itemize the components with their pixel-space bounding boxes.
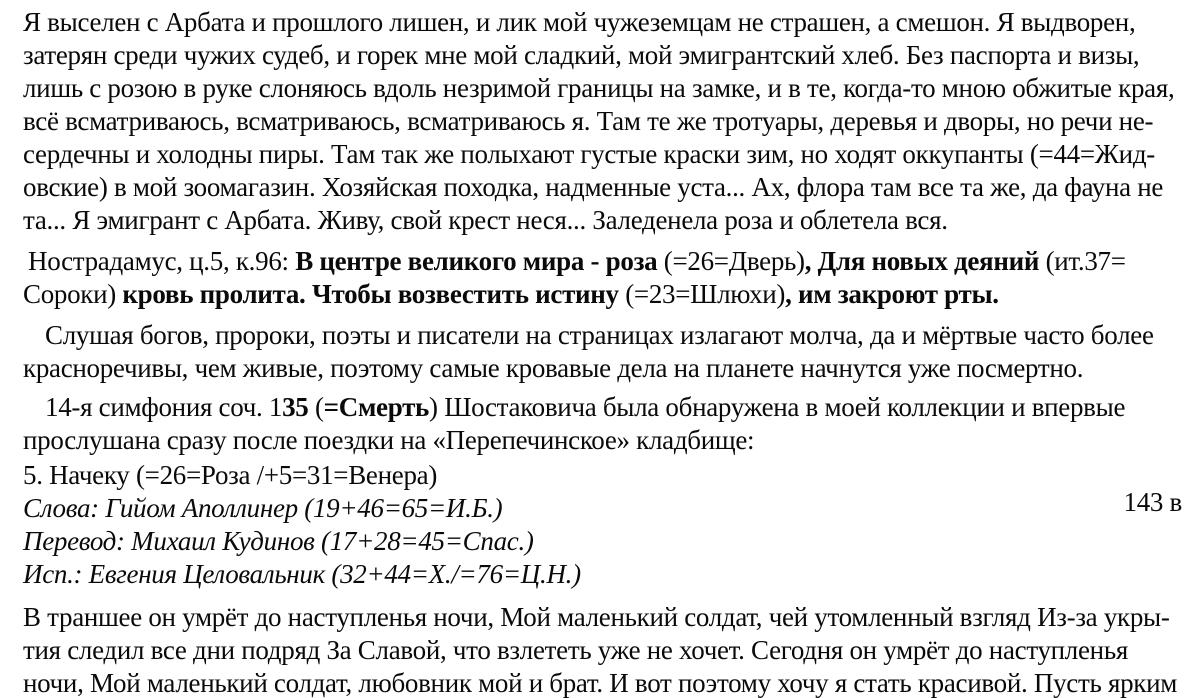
text-line <box>23 105 1180 138</box>
text-line <box>23 319 1180 352</box>
text-line <box>23 204 1180 237</box>
text-segment: ( <box>308 392 324 422</box>
text-line <box>23 391 1180 424</box>
text-segment: ) Шостаковича была обнаружена в моей коллекции и впервые <box>429 392 1126 422</box>
text-segment: та... Я эмигрант с Арбата. Живу, свой крест неся... Заледенела роза и облетела вся. <box>23 205 948 235</box>
text-line <box>23 667 1180 698</box>
text-segment: Перевод: Михаил Кудинов (17+28=45=Спас.) <box>23 526 534 556</box>
text-line <box>23 459 1180 492</box>
text-segment: (ит.37= <box>1045 246 1126 276</box>
text-segment: затерян среди чужих судеб, и горек мне мой сладкий, мой эмигрантский хлеб. Без паспорта и визы, <box>23 40 1140 70</box>
text-segment: =Смерть <box>323 392 430 422</box>
text-segment: В центре великого мира - роза <box>295 246 664 276</box>
text-line <box>23 39 1180 72</box>
text-segment: Нострадамус, ц.5, к.96: <box>28 246 296 276</box>
text-line <box>23 492 1180 525</box>
track-title <box>23 459 1180 492</box>
text-segment: Сороки) <box>23 279 123 309</box>
text-content <box>23 6 1180 698</box>
text-segment: ночи, Мой маленький солдат, любовник мой и брат. И вот поэтому хочу я стать красивой. Пусть ярким <box>23 668 1178 698</box>
text-line <box>23 601 1180 634</box>
text-segment: прослушана сразу после поездки на «Перепечинское» кладбище: <box>23 425 755 455</box>
text-line <box>23 525 1180 558</box>
text-line <box>23 424 1180 457</box>
symphony-note <box>23 391 1180 457</box>
text-segment: (=23=Шлюхи) <box>625 279 786 309</box>
text-line <box>23 558 1180 591</box>
text-segment: Исп.: Евгения Целовальник (32+44=Х./=76=Ц.Н.) <box>23 559 581 589</box>
text-segment: сердечны и холодны пиры. Там так же полыхают густые краски зим, но ходят оккупанты (=44=Жид- <box>23 139 1155 169</box>
text-segment: 5. Начеку (=26=Роза /+5=31=Венера) <box>23 460 438 490</box>
text-line <box>23 634 1180 667</box>
emigrant-poem <box>23 6 1180 237</box>
text-line <box>23 352 1180 385</box>
text-line <box>23 278 1180 311</box>
soldier-poem <box>23 601 1180 698</box>
credits-translation <box>23 525 1180 558</box>
credits-words <box>23 492 1180 525</box>
text-line <box>23 245 1180 278</box>
text-segment: (=26=Дверь) <box>663 246 805 276</box>
text-segment: Слушая богов, пророки, поэты и писатели на страницах излагают молча, да и мёртвые часто более <box>45 320 1154 350</box>
text-segment: красноречивы, чем живые, поэтому самые кровавые дела на планете начнутся уже посмертно. <box>23 353 1084 383</box>
text-segment: , им закроют рты. <box>785 279 999 309</box>
nostradamus-quote <box>23 245 1180 311</box>
text-segment: всё всматриваюсь, всматриваюсь, всматриваюсь я. Там те же тротуары, деревья и дворы, но речи не- <box>23 106 1154 136</box>
text-segment: 35 <box>282 392 309 422</box>
text-segment: Я выселен с Арбата и прошлого лишен, и лик мой чужеземцам не страшен, а смешон. Я выдворен, <box>23 7 1136 37</box>
text-line <box>23 171 1180 204</box>
text-segment: лишь с розою в руке слоняюсь вдоль незримой границы на замке, и в те, когда-то мною обжитые края, <box>23 73 1175 103</box>
text-line <box>23 6 1180 39</box>
text-segment: Слова: Гийом Аполлинер (19+46=65=И.Б.) <box>23 493 503 523</box>
gods-commentary <box>23 319 1180 385</box>
page-number: 143 в <box>1123 487 1182 517</box>
text-segment: овские) в мой зоомагазин. Хозяйская походка, надменные уста... Ах, флора там все та же, да фауна не <box>23 172 1164 202</box>
text-segment: тия следил все дни подряд За Славой, что взлететь уже не хочет. Сегодня он умрёт до наступленья <box>23 635 1128 665</box>
text-segment: кровь пролита. Чтобы возвестить истину <box>122 279 626 309</box>
credits-performer <box>23 558 1180 591</box>
text-segment: , Для новых деяний <box>804 246 1046 276</box>
text-segment: В траншее он умрёт до наступленья ночи, Мой маленький солдат, чей утомленный взгляд Из-за укры- <box>23 602 1170 632</box>
text-line <box>23 72 1180 105</box>
text-segment: 14-я симфония соч. 1 <box>45 392 283 422</box>
text-line <box>23 138 1180 171</box>
